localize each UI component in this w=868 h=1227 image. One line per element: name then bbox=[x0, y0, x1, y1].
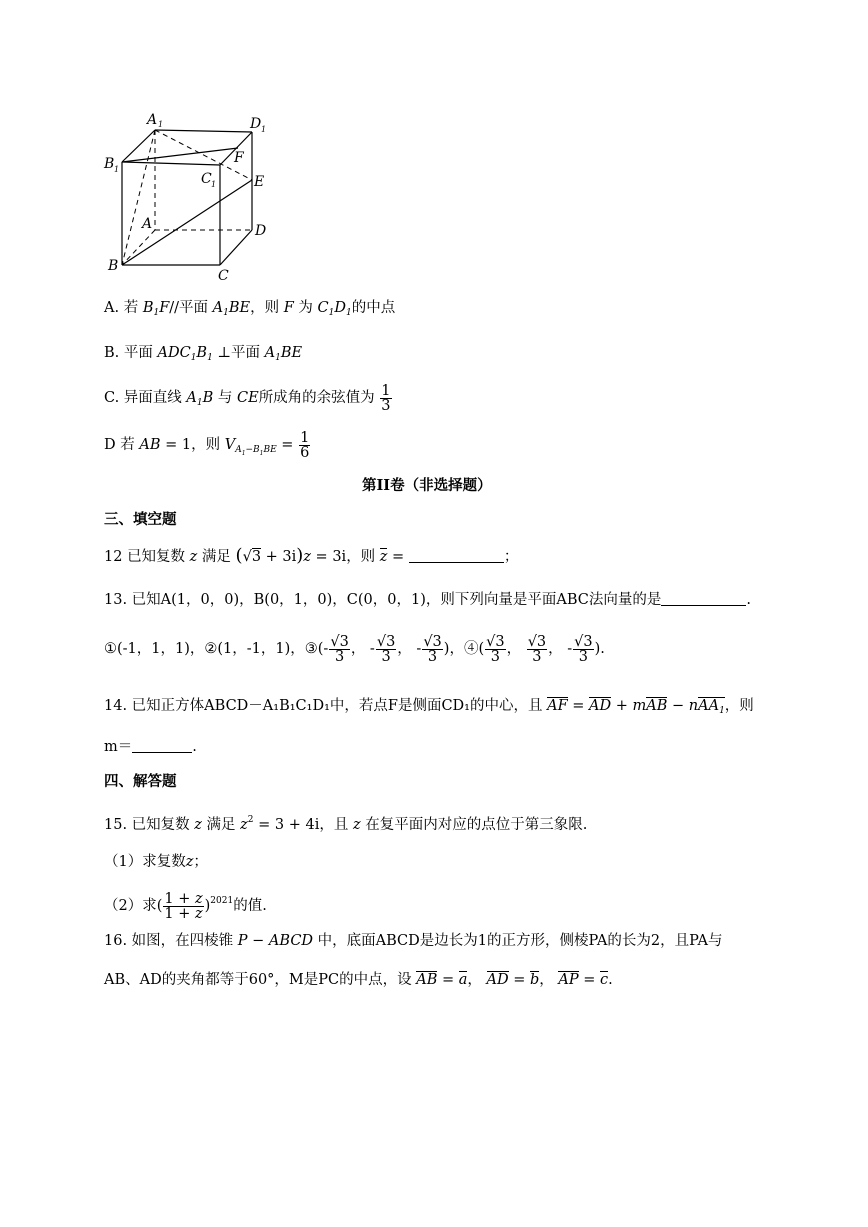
label-b1: B bbox=[104, 156, 115, 172]
question-14-answer: m＝ . bbox=[104, 739, 197, 755]
label-a1: A bbox=[147, 112, 158, 128]
label-e: E bbox=[254, 174, 265, 190]
question-14: 14. 已知正方体ABCD－A₁B₁C₁D₁中，若点F是侧面CD₁的中心，且 AF = AD + mAB − nAA$_1$，则 bbox=[104, 698, 754, 716]
question-15-part-2: （2）求( $\frac{1 + z}{1 + z}$ )$^{2021}$的值. bbox=[104, 890, 267, 922]
label-a1-sub: 1 bbox=[158, 120, 164, 129]
section-title: 第II卷（非选择题） bbox=[362, 477, 492, 494]
label-a: A bbox=[142, 216, 153, 232]
option-c: C. 异面直线 $A_1B$ 与 CE所成角的余弦值为 $\frac{1}{3}$ bbox=[104, 382, 391, 414]
question-13-options: ①(-1，1，1)，②(1，-1，1)，③(- $\frac{√3}{3}$ ， - $\frac{√3}{3}$ ， - $\frac{√3}{3}$ )，④( $\frac{√3}{3}$ ， $\frac{√3}{3}$ ， - $\frac{√3}{3}$ ). bbox=[104, 633, 605, 665]
question-13: 13. 已知A(1，0，0)，B(0，1，0)，C(0，0，1)，则下列向量是平面ABC法向量的是 . bbox=[104, 592, 751, 608]
label-f: F bbox=[234, 150, 244, 166]
label-b1-sub: 1 bbox=[114, 165, 120, 174]
question-15-part-1: （1）求复数z； bbox=[104, 854, 208, 870]
question-15: 15. 已知复数 z 满足 $z^2 = 3 + 4i$，且 z 在复平面内对应的点位于第三象限. bbox=[104, 815, 588, 833]
label-d: D bbox=[255, 223, 267, 239]
cube-figure bbox=[100, 110, 280, 285]
question-12: 12 已知复数 z 满足 (√3 + 3i)z = 3i，则 z = ； bbox=[104, 545, 519, 566]
option-b: B. 平面 $ADC_1B_1$ ⊥平面 $A_1BE$ bbox=[104, 345, 303, 363]
label-d1: D bbox=[250, 116, 262, 132]
label-c1-sub: 1 bbox=[211, 180, 217, 189]
section-3-heading: 三、填空题 bbox=[104, 511, 177, 528]
question-16-line-2: AB、AD的夹角都等于60°，M是PC的中点，设 AB = a， AD = b， AP = c. bbox=[104, 972, 613, 988]
label-c1: C bbox=[201, 171, 212, 187]
label-c: C bbox=[218, 268, 229, 284]
option-a: A. 若 $B_1F//$平面 $A_1BE$，则 F 为 $C_1D_1$的中点 bbox=[104, 300, 396, 318]
section-4-heading: 四、解答题 bbox=[104, 773, 177, 790]
question-16: 16. 如图，在四棱锥 P − ABCD 中，底面ABCD是边长为1的正方形，侧棱PA的长为2，且PA与 bbox=[104, 933, 723, 949]
option-d: D 若 AB = 1，则 $V_{A_1-B_1BE}$ = $\frac{1}{6}$ bbox=[104, 429, 310, 461]
label-b: B bbox=[108, 258, 119, 274]
label-d1-sub: 1 bbox=[261, 125, 267, 134]
